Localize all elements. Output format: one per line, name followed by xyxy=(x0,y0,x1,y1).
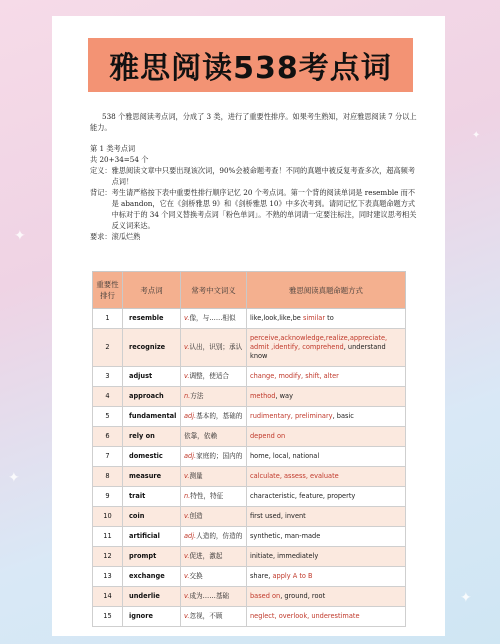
part-of-speech: v. xyxy=(184,314,190,322)
word-cell: ignore xyxy=(123,607,181,627)
usage-tail: , way xyxy=(275,392,293,400)
usage-highlight: depend on xyxy=(250,432,286,440)
meaning-text: 依靠，依赖 xyxy=(184,432,217,440)
table-row xyxy=(93,427,406,447)
usage-cell xyxy=(247,527,406,547)
rank-cell: 14 xyxy=(93,587,123,607)
part-of-speech: v. xyxy=(184,512,190,520)
part-of-speech: adj. xyxy=(184,452,197,460)
vocab-table xyxy=(92,271,406,627)
table-row xyxy=(93,487,406,507)
definition-row xyxy=(90,165,420,187)
usage-cell xyxy=(247,329,406,367)
part-of-speech: v. xyxy=(184,552,190,560)
meaning-text: 交换 xyxy=(189,572,203,580)
table-row xyxy=(93,329,406,367)
table-body xyxy=(93,309,406,627)
category-title: 第 1 类考点词 xyxy=(90,144,136,153)
table-header-row xyxy=(93,272,406,309)
definition-label: 定义： xyxy=(90,166,112,175)
part-of-speech: v. xyxy=(184,343,190,351)
meaning-text: 调整，使适合 xyxy=(189,372,230,380)
usage-cell xyxy=(247,507,406,527)
word-cell: approach xyxy=(123,387,181,407)
page-title: 雅思阅读538考点词 xyxy=(88,38,413,92)
part-of-speech: v. xyxy=(184,612,190,620)
usage-plain: initiate, immediately xyxy=(250,552,319,560)
usage-highlight: rudimentary, preliminary xyxy=(250,412,333,420)
rank-cell: 11 xyxy=(93,527,123,547)
header-meaning: 常考中文词义 xyxy=(181,272,247,309)
usage-cell xyxy=(247,367,406,387)
usage-cell xyxy=(247,427,406,447)
usage-highlight: change, modify, shift, alter xyxy=(250,372,339,380)
meaning-cell xyxy=(181,447,247,467)
rank-cell: 7 xyxy=(93,447,123,467)
meaning-cell xyxy=(181,387,247,407)
intro-section xyxy=(90,111,420,242)
meaning-cell xyxy=(181,487,247,507)
word-cell: fundamental xyxy=(123,407,181,427)
word-cell: underlie xyxy=(123,587,181,607)
meaning-cell xyxy=(181,567,247,587)
part-of-speech: v. xyxy=(184,472,190,480)
rank-cell: 6 xyxy=(93,427,123,447)
usage-plain: characteristic, feature, property xyxy=(250,492,356,500)
decorative-star-icon: ✦ xyxy=(460,590,472,606)
table-row xyxy=(93,547,406,567)
meaning-cell xyxy=(181,527,247,547)
rank-cell: 15 xyxy=(93,607,123,627)
usage-tail: , understand know xyxy=(250,343,386,360)
usage-highlight: method xyxy=(250,392,276,400)
meaning-text: 特性，特征 xyxy=(190,492,224,500)
word-cell: coin xyxy=(123,507,181,527)
part-of-speech: adj. xyxy=(184,532,197,540)
table-row xyxy=(93,447,406,467)
meaning-cell xyxy=(181,367,247,387)
word-cell: resemble xyxy=(123,309,181,329)
part-of-speech: n. xyxy=(184,392,191,400)
meaning-cell xyxy=(181,607,247,627)
usage-highlight: apply A to B xyxy=(272,572,313,580)
definition-text: 雅思阅读文章中只要出现该次词，90%会被命题考查！不同的真题中被反复考查多次，超高频考点词！ xyxy=(111,166,416,186)
usage-cell xyxy=(247,387,406,407)
usage-cell xyxy=(247,607,406,627)
document-card xyxy=(52,16,445,636)
usage-tail: , basic xyxy=(332,412,354,420)
meaning-text: 测量 xyxy=(189,472,203,480)
usage-cell xyxy=(247,309,406,329)
usage-cell xyxy=(247,567,406,587)
meaning-text: 认出，识别；承认 xyxy=(189,343,243,351)
usage-highlight: similar xyxy=(302,314,326,322)
rank-cell: 2 xyxy=(93,329,123,367)
word-cell: rely on xyxy=(123,427,181,447)
usage-tail: to xyxy=(325,314,334,322)
meaning-cell xyxy=(181,309,247,329)
meaning-cell xyxy=(181,329,247,367)
meaning-cell xyxy=(181,427,247,447)
word-cell: adjust xyxy=(123,367,181,387)
rank-cell: 8 xyxy=(93,467,123,487)
table-row xyxy=(93,367,406,387)
usage-tail: , ground, root xyxy=(280,592,326,600)
meaning-text: 家庭的；国内的 xyxy=(196,452,243,460)
table-row xyxy=(93,527,406,547)
usage-plain: home, local, national xyxy=(250,452,320,460)
word-cell: artificial xyxy=(123,527,181,547)
part-of-speech: n. xyxy=(184,492,191,500)
meaning-text: 促进，激起 xyxy=(189,552,223,560)
category-count: 共 20+34=54 个 xyxy=(90,155,149,164)
meaning-text: 基本的，基础的 xyxy=(196,412,243,420)
part-of-speech: v. xyxy=(184,372,190,380)
word-cell: trait xyxy=(123,487,181,507)
intro-summary: 538 个雅思阅读考点词，分成了 3 类，进行了重要性排序。如果考生熟知，对应雅思阅读 7 分以上能力。 xyxy=(90,112,417,132)
table-row xyxy=(93,467,406,487)
rank-cell: 9 xyxy=(93,487,123,507)
rank-cell: 13 xyxy=(93,567,123,587)
table-row xyxy=(93,387,406,407)
part-of-speech: adj. xyxy=(184,412,197,420)
header-usage: 雅思阅读真题命题方式 xyxy=(247,272,406,309)
requirement-row xyxy=(90,231,420,242)
table-row xyxy=(93,507,406,527)
memorize-row xyxy=(90,187,420,231)
meaning-text: 忽视，不顾 xyxy=(189,612,223,620)
memorize-label: 背记： xyxy=(90,188,112,197)
usage-highlight: calculate, assess, evaluate xyxy=(250,472,339,480)
meaning-text: 人造的，仿造的 xyxy=(196,532,243,540)
meaning-text: 成为……基础 xyxy=(189,592,230,600)
requirement-text: 滚瓜烂熟 xyxy=(111,232,141,241)
header-rank: 重要性排行 xyxy=(93,272,123,309)
rank-cell: 5 xyxy=(93,407,123,427)
decorative-star-icon: ✦ xyxy=(472,130,481,141)
meaning-cell xyxy=(181,547,247,567)
rank-cell: 10 xyxy=(93,507,123,527)
table-row xyxy=(93,607,406,627)
word-cell: domestic xyxy=(123,447,181,467)
table-row xyxy=(93,587,406,607)
table-row xyxy=(93,567,406,587)
decorative-star-icon: ✦ xyxy=(14,228,26,244)
header-word: 考点词 xyxy=(123,272,181,309)
usage-plain: share, xyxy=(250,572,273,580)
meaning-text: 方法 xyxy=(190,392,204,400)
usage-cell xyxy=(247,587,406,607)
usage-cell xyxy=(247,487,406,507)
meaning-cell xyxy=(181,587,247,607)
usage-highlight: based on xyxy=(250,592,281,600)
decorative-star-icon: ✦ xyxy=(8,470,20,486)
rank-cell: 1 xyxy=(93,309,123,329)
part-of-speech: v. xyxy=(184,572,190,580)
word-cell: measure xyxy=(123,467,181,487)
meaning-cell xyxy=(181,407,247,427)
word-cell: prompt xyxy=(123,547,181,567)
rank-cell: 4 xyxy=(93,387,123,407)
usage-cell xyxy=(247,467,406,487)
usage-plain: synthetic, man-made xyxy=(250,532,321,540)
table-row xyxy=(93,407,406,427)
usage-highlight: neglect, overlook, underestimate xyxy=(250,612,360,620)
meaning-text: 像，与……相似 xyxy=(189,314,236,322)
memorize-text: 考生请严格按下表中重要性排行顺序记忆 20 个考点词。第一个背的阅读单词是 resemble 而不是 abandon，它在《剑桥雅思 9》和《剑桥雅思 10》中多次考到。请同记忆下表真题命题方式中标对于的 34 个同义替换考点词「粉色单词」。不熟的单词请一定要注标注，同时建议思考相关反义词来达。 xyxy=(111,188,417,230)
requirement-label: 要求： xyxy=(90,232,112,241)
usage-cell xyxy=(247,447,406,467)
part-of-speech: v. xyxy=(184,592,190,600)
usage-cell xyxy=(247,547,406,567)
table-row xyxy=(93,309,406,329)
usage-highlight: perceive,acknowledge,realize,appreciate, admit ,identify, comprehend xyxy=(250,334,388,351)
usage-cell xyxy=(247,407,406,427)
word-cell: exchange xyxy=(123,567,181,587)
meaning-cell xyxy=(181,507,247,527)
word-cell: recognize xyxy=(123,329,181,367)
usage-plain: first used, invent xyxy=(250,512,306,520)
rank-cell: 12 xyxy=(93,547,123,567)
rank-cell: 3 xyxy=(93,367,123,387)
usage-plain: like,look,like,be xyxy=(250,314,303,322)
meaning-text: 创造 xyxy=(189,512,203,520)
meaning-cell xyxy=(181,467,247,487)
